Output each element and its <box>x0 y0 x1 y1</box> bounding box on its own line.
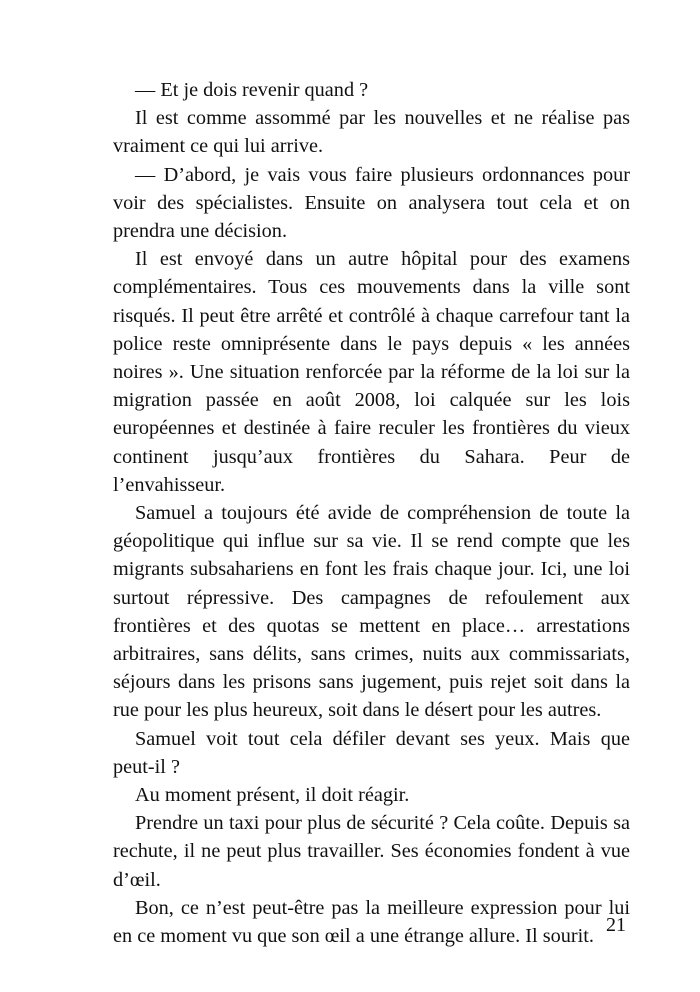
paragraph-dialogue-return: — Et je dois revenir quand ? <box>135 79 369 101</box>
paragraph-taxi: Prendre un taxi pour plus de sécurité ? Cela coûte. Depuis sa rechute, il ne peut plus travailler. Ses économies fondent à vue d’œil. <box>113 812 630 891</box>
paragraph-geopolitics: Samuel a toujours été avide de compréhension de toute la géopolitique qui influe sur sa vie. Il se rend compte que les migrants subsahariens en font les frais chaque jour. Ici, une loi surtout répressive. Des campagnes de refoulement aux frontières et des quotas se mettent en place… arrestations arbitraires, sans délits, sans crimes, nuits aux commissariats, séjours dans les prisons sans jugement, puis rejet soit dans la rue pour les plus heureux, soit dans le désert pour les autres. <box>113 502 630 722</box>
paragraph-dialogue-prescriptions: — D’abord, je vais vous faire plusieurs ordonnances pour voir des spécialistes. Ensuite on analysera tout cela et on prendra une décision. <box>113 163 630 243</box>
paragraph-samuel-sees: Samuel voit tout cela défiler devant ses yeux. Mais que peut-il ? <box>113 727 630 778</box>
page-body <box>113 76 630 950</box>
paragraph-expression: Bon, ce n’est peut-être pas la meilleure expression pour lui en ce moment vu que son œil a une étrange allure. Il sourit. <box>113 896 630 948</box>
paragraph-hospital: Il est envoyé dans un autre hôpital pour des examens complémentaires. Tous ces mouvements dans la ville sont risqués. Il peut être arrêté et contrôlé à chaque carrefour tant la police reste omniprésente dans le pays depuis « les années noires ». Une situation renforcée par la réforme de la loi sur la migration passée en août 2008, loi calquée sur les lois européennes et destinée à faire reculer les frontières du vieux continent jusqu’aux frontières du Sahara. Peur de l’envahisseur. <box>113 248 630 496</box>
paragraph-stunned: Il est comme assommé par les nouvelles et ne réalise pas vraiment ce qui lui arrive. <box>113 107 630 158</box>
page-number: 21 <box>606 914 626 936</box>
paragraph-must-react: Au moment présent, il doit réagir. <box>135 784 410 807</box>
